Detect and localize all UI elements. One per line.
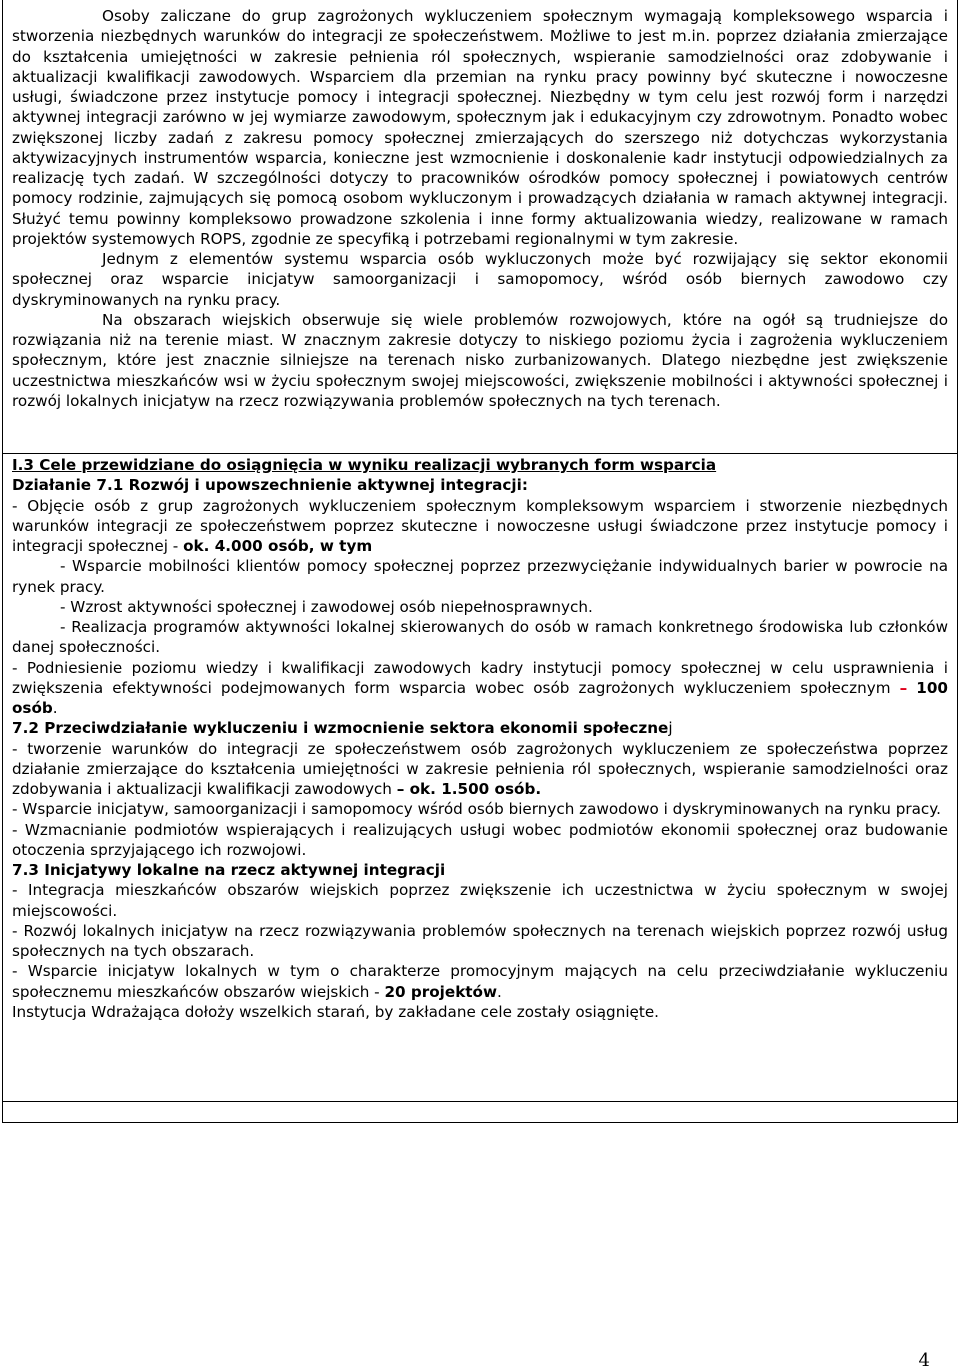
action-7-3-item-c: - Wsparcie inicjatyw lokalnych w tym o charakterze promocyjnym mających na celu przeciwdziałanie wykluczeniu społecznemu mieszkańców obszarów wiejskich - 20 projektów. (12, 962, 948, 1001)
closing-sentence: Instytucja Wdrażająca dołoży wszelkich starań, by zakładane cele zostały osiągnięte. (12, 1002, 660, 1021)
section-heading: I.3 Cele przewidziane do osiągnięcia w wyniku realizacji wybranych form wsparcia (12, 456, 717, 474)
goals-section (12, 455, 948, 1022)
action-7-2-item-b: - Wsparcie inicjatyw, samoorganizacji i samopomocy wśród osób biernych zawodowo i dyskryminowanych na rynku pracy. (12, 800, 941, 819)
action-7-1-item-e: - Podniesienie poziomu wiedzy i kwalifikacji zawodowych kadry instytucji pomocy społecznej w celu usprawnienia i zwiększenia efektywności podejmowanych form wsparcia wobec osób zagrożonych wykluczeniem społecznym – 100 osób. (12, 658, 948, 717)
action-7-1-item-c: - Wzrost aktywności społecznej i zawodowej osób niepełnosprawnych. (60, 597, 593, 616)
action-7-2-item-c: - Wzmacnianie podmiotów wspierających i realizujących usługi wobec podmiotów ekonomii społecznej oraz budowanie otoczenia sprzyjającego ich rozwojowi. (12, 820, 948, 859)
action-7-1-item-b: - Wsparcie mobilności klientów pomocy społecznej poprzez przezwyciężanie indywidualnych barier w powrocie na rynek pracy. (12, 557, 948, 596)
empty-row-frame (2, 1101, 958, 1123)
action-7-1-title: Działanie 7.1 Rozwój i upowszechnienie aktywnej integracji: (12, 476, 528, 495)
page-number: 4 (918, 1350, 930, 1371)
action-7-3-item-b: - Rozwój lokalnych inicjatyw na rzecz rozwiązywania problemów społecznych na terenach wiejskich poprzez rozwój usług społecznych na tych obszarach. (12, 921, 948, 960)
top-text (12, 6, 948, 411)
action-7-1-item-a: - Objęcie osób z grup zagrożonych wykluczeniem społecznym kompleksowym wsparciem i stworzenie niezbędnych warunków integracji ze społeczeństwem poprzez skuteczne i nowoczesne usługi świadczone przez instytucje pomocy i integracji społecznej - ok. 4.000 osób, w tym (12, 496, 948, 555)
social-economy-paragraph: Jednym z elementów systemu wsparcia osób wykluczonych może być rozwijający się sektor ekonomii społecznej oraz wsparcie inicjatyw samoorganizacji i samopomocy, wśród osób biernych zawodowo czy dyskryminowanych na rynku pracy. (12, 250, 948, 309)
action-7-1-item-d: - Realizacja programów aktywności lokalnej skierowanych do osób w ramach konkretnego środowiska lub członków danej społeczności. (12, 618, 948, 657)
action-7-2-item-a: - tworzenie warunków do integracji ze społeczeństwem osób zagrożonych wykluczeniem ze społeczeństwa poprzez działanie zmierzające do kształcenia umiejętności w zakresie pełnienia ról społecznych, wspieranie samodzielności oraz zdobywania i aktualizacji kwalifikacji zawodowych – ok. 1.500 osób. (12, 739, 948, 798)
intro-paragraph: Osoby zaliczane do grup zagrożonych wykluczeniem społecznym wymagają kompleksowego wsparcia i stworzenia niezbędnych warunków do integracji ze społeczeństwem. Możliwe to jest m.in. poprzez działania zmierzające do kształcenia umiejętności w zakresie pełnienia ról społecznych, wspieranie samodzielności oraz zdobywanie i aktualizacji kwalifikacji zawodowych. Wsparciem dla przemian na rynku pracy powinny być skuteczne i nowoczesne usługi, świadczone przez instytucje pomocy i integracji społecznej. Niezbędny w tym celu jest rozwój form i narzędzi aktywnej integracji zarówno w jej wymiarze zawodowym, społecznym jak i edukacyjnym czy zdrowotnym. Ponadto wobec zwiększonej liczby zadań z zakresu pomocy społecznej zmierzających do szerszego niż dotychczas wykorzystania aktywizacyjnych instrumentów wsparcia, konieczne jest wzmocnienie i doskonalenie kadr instytucji odpowiedzialnych za realizację tych zadań. W szczególności dotyczy to pracowników ośrodków pomocy społecznej i powiatowych centrów pomocy rodzinie, zajmujących się pomocą osobom wykluczonym i prowadzących działania w ramach aktywnej integracji. Służyć temu powinny kompleksowo prowadzone szkolenia i inne formy aktualizowania wiedzy, realizowane w ramach projektów systemowych ROPS, zgodnie ze specyfiką i potrzebami regionalnymi w tym zakresie. (12, 7, 948, 248)
action-7-3-item-a: - Integracja mieszkańców obszarów wiejskich poprzez zwiększenie ich uczestnictwa w życiu społecznym w swojej miejscowości. (12, 881, 948, 920)
action-7-2-title: 7.2 Przeciwdziałanie wykluczeniu i wzmocnienie sektora ekonomii społecznej (12, 719, 673, 738)
action-7-3-title: 7.3 Inicjatywy lokalne na rzecz aktywnej integracji (12, 861, 446, 879)
rural-paragraph: Na obszarach wiejskich obserwuje się wiele problemów rozwojowych, które na ogół są trudniejsze do rozwiązania niż na terenie miast. W znacznym zakresie dotyczy to niskiego poziomu życia i zagrożenia wykluczeniem społecznym, które jest znacznie silniejsze na terenach nisko zurbanizowanych. Dlatego niezbędne jest zwiększenie uczestnictwa mieszkańców wsi w życiu społecznym swojej miejscowości, zwiększenie mobilności i aktywności społecznej i rozwój lokalnych inicjatyw na rzecz rozwiązywania problemów społecznych na tych terenach. (12, 310, 948, 410)
